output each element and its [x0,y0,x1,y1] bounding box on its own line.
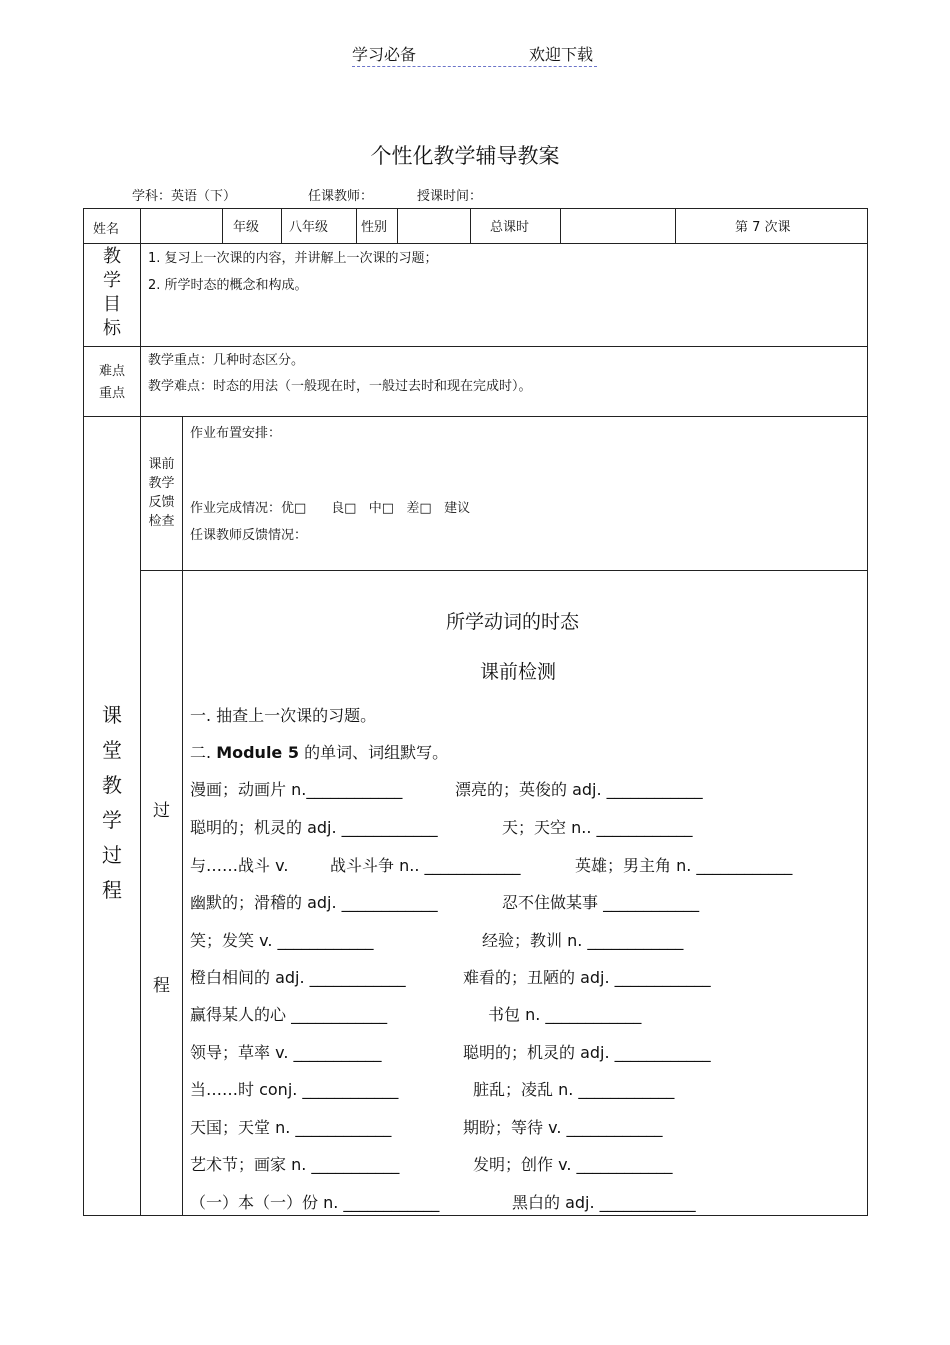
vocab-item: 当……时 conj. ____________ [190,1080,399,1099]
pre-class-test-heading: 课前检测 [480,661,557,683]
vocab-item: 艺术节；画家 n. ___________ [190,1155,400,1174]
vocab-item: 英雄；男主角 n. ____________ [575,856,793,875]
name-label: 姓名 [93,222,120,237]
vocab-item: 天国；天堂 n. ____________ [190,1118,392,1137]
question-2: 二. Module 5 的单词、词组默写。 [190,743,449,762]
vocab-item: 期盼；等待 v. ____________ [463,1118,663,1137]
vocab-item: 与……战斗 v. [190,856,289,875]
vocab-item: 忍不住做某事 ____________ [502,893,700,912]
vocab-item: 聪明的；机灵的 adj. ____________ [463,1043,711,1062]
header-right-text: 欢迎下载 [528,45,593,64]
vocab-item: 经验；教训 n. ____________ [482,931,684,950]
meta-subject: 学科：英语（下） [132,189,237,204]
page-header [352,42,597,67]
vocab-item: 漫画；动画片 n.____________ [190,780,403,799]
vocab-item: 发明；创作 v. ____________ [473,1155,673,1174]
vocab-item: 赢得某人的心 ____________ [190,1005,388,1024]
question-1: 一. 抽查上一次课的习题。 [190,706,377,725]
goal-item-2: 2. 所学时态的概念和构成。 [148,278,308,293]
key-points-label: 难点 重点 [98,364,125,401]
homework-arrangement: 作业布置安排： [190,426,282,441]
sub-process-label-top: 过 [153,801,170,821]
content-heading: 所学动词的时态 [446,611,580,633]
vocab-item: 领导；草率 v. ___________ [190,1043,382,1062]
header-left-text: 学习必备 [352,45,417,64]
goal-item-1: 1. 复习上一次课的内容，并讲解上一次课的习题； [148,251,438,266]
vocab-item: 黑白的 adj. ____________ [512,1193,696,1212]
vocab-item: 漂亮的；英俊的 adj. ____________ [455,780,703,799]
meta-teacher: 任课教师： [308,189,374,204]
vocab-item: 书包 n. ____________ [488,1005,642,1024]
vocab-item: 幽默的；滑稽的 adj. ____________ [190,893,438,912]
vocab-item: 聪明的；机灵的 adj. ____________ [190,818,438,837]
pre-class-check-label: 课前 教学 反馈 检查 [148,457,175,529]
vocab-item: （一）本（一）份 n. ____________ [190,1193,440,1212]
lesson-number: 第 7 次课 [735,220,791,235]
vocab-item: 橙白相间的 adj. ____________ [190,968,406,987]
gender-label: 性别 [361,220,388,235]
vocab-item: 难看的；丑陋的 adj. ____________ [463,968,711,987]
classroom-process-label: 课 堂 教 学 过 程 [102,703,122,902]
vocab-item: 笑；发笑 v. ____________ [190,931,374,950]
homework-completion: 作业完成情况：优□ 良□ 中□ 差□ 建议 [190,501,471,516]
teaching-difficulty: 教学难点：时态的用法（一般现在时，一般过去时和现在完成时）。 [148,379,532,394]
teacher-feedback: 任课教师反馈情况： [190,528,308,543]
vocab-item: 战斗斗争 n.. ____________ [330,856,521,875]
grade-label: 年级 [233,220,260,235]
sub-process-label-bottom: 程 [153,976,170,996]
meta-time: 授课时间： [417,189,483,204]
vocab-item: 脏乱；凌乱 n. ____________ [473,1080,675,1099]
teaching-focus: 教学重点：几种时态区分。 [148,353,305,368]
document-title: 个性化教学辅导教案 [370,144,560,168]
total-hours-label: 总课时 [490,220,530,235]
vocab-item: 天；天空 n.. ____________ [502,818,693,837]
goals-label: 教 学 目 标 [103,246,121,339]
grade-value: 八年级 [289,220,329,235]
